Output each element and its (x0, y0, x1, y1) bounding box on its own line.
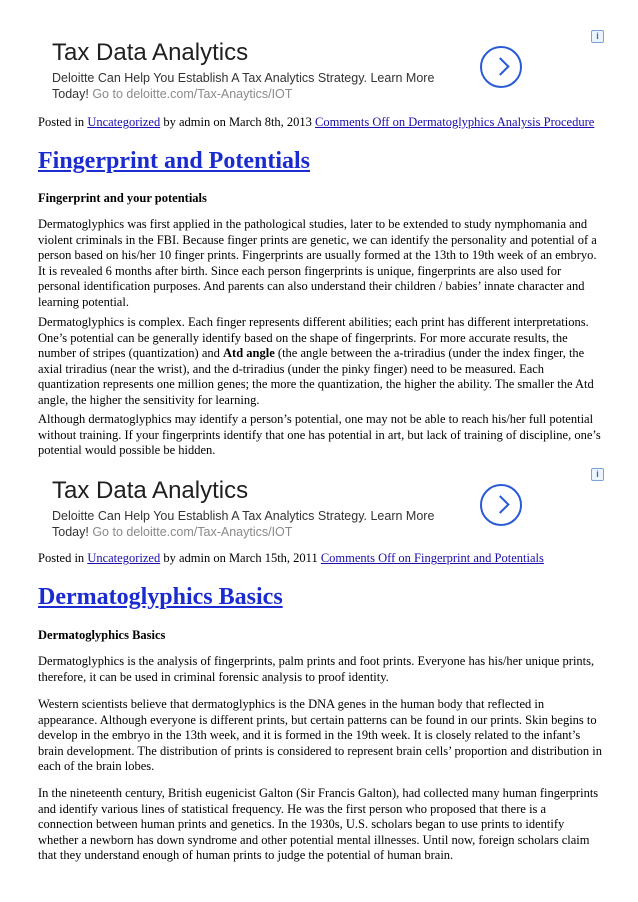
paragraph: Dermatoglyphics is the analysis of fingerprints, palm prints and foot prints. Everyone has his/her unique prints, therefore, it can be used in criminal forensic analysis to proof identity. (38, 654, 595, 684)
comments-link[interactable]: Comments Off on Fingerprint and Potentials (320, 551, 544, 565)
post-meta (38, 550, 604, 566)
paragraph-text: (the angle between the a-triradius (under the index finger, the axial triradius (near the wrist), and the d-triradius (under the pinky finger) need to be measured. Each quantization represents one million genes; the more the quantization, the higher the ability. The smaller the Atd angle, the higher the sensitivity for learning. (38, 346, 594, 407)
info-icon[interactable]: i (591, 468, 604, 481)
ad-description: Deloitte Can Help You Establish A Tax Analytics Strategy. Learn More Today! (52, 71, 435, 101)
chevron-right-icon[interactable] (480, 484, 522, 526)
ad-url[interactable]: Go to deloitte.com/Tax-Anaytics/IOT (92, 525, 293, 539)
paragraph (38, 315, 604, 408)
comments-link[interactable]: Comments Off on Dermatoglyphics Analysis Procedure (315, 115, 595, 129)
post-title (38, 582, 283, 612)
paragraph: Dermatoglyphics was first applied in the pathological studies, later to be extended to study nymphomania and violent criminals in the FBI. Because finger prints are genetic, we can identify the personality and potential of a person based on his/her 10 finger prints. Fingerprints are usually formed at the 13th to 19th week of an embryo. It is revealed 6 months after birth. Since each person fingerprints is unique, fingerprints are also used for personal identification purposes. And parents can also understand their children / babies’ innate character and learning potential. (38, 217, 597, 309)
category-link[interactable]: Uncategorized (87, 551, 161, 565)
posted-prefix: Posted in (38, 551, 85, 565)
post-subheading: Fingerprint and your potentials (38, 191, 207, 205)
paragraph-bold: Atd angle (223, 346, 275, 360)
ad-description: Deloitte Can Help You Establish A Tax Analytics Strategy. Learn More Today! (52, 509, 435, 539)
paragraph: Although dermatoglyphics may identify a person’s potential, one may not be able to reach his/her full potential without training. If your fingerprints identify that one has potential in art, but lack of training of discipline, one’s potential would possible be hidden. (38, 412, 601, 457)
post-meta (38, 114, 604, 130)
ad-title[interactable]: Tax Data Analytics (52, 39, 249, 66)
ad-banner[interactable] (0, 438, 604, 538)
ad-banner[interactable] (0, 0, 604, 100)
paragraph: In the nineteenth century, British eugenicist Galton (Sir Francis Galton), had collected many human fingerprints and identify various lines of statistical frequency. He was the first person who proposed that there is a connection between human prints and genetics. In the 1930s, U.S. scholars began to use prints to identify whether a newborn has down syndrome and other potential mental illnesses. Until now, foreign scholars claim that they understand enough of human prints to judge the potential of human brain. (38, 786, 599, 862)
info-icon[interactable]: i (591, 30, 604, 43)
ad-url[interactable]: Go to deloitte.com/Tax-Anaytics/IOT (92, 87, 293, 101)
category-link[interactable]: Uncategorized (87, 115, 161, 129)
post-byline: by admin on March 15th, 2011 (163, 551, 318, 565)
ad-title[interactable]: Tax Data Analytics (52, 477, 249, 504)
post-title (38, 146, 310, 176)
post-title-link[interactable]: Fingerprint and Potentials (38, 148, 311, 174)
chevron-right-icon[interactable] (480, 46, 522, 88)
paragraph-text: Dermatoglyphics is complex. Each finger represents different abilities; each print has different interpretations. One’s potential can be generally identify based on the shape of fingerprints. For more accurate results, the number of stripes (quantization) and (38, 315, 589, 360)
posted-prefix: Posted in (38, 115, 85, 129)
paragraph: Western scientists believe that dermatoglyphics is the DNA genes in the human body that reflected in appearance. Although everyone is different prints, but certain patterns can be found in our prints. Skin begins to develop in the embryo in the 13th week, and it is formed in the 19th week. It is closely related to the infant’s brain development. The distribution of prints is considered to represent brain cells’ proportion and distribution in each of the brain lobes. (38, 697, 603, 773)
post-title-link[interactable]: Dermatoglyphics Basics (38, 584, 283, 610)
ad-body[interactable] (52, 70, 472, 102)
post-subheading: Dermatoglyphics Basics (38, 628, 166, 642)
ad-body[interactable] (52, 508, 472, 540)
post-byline: by admin on March 8th, 2013 (163, 115, 312, 129)
